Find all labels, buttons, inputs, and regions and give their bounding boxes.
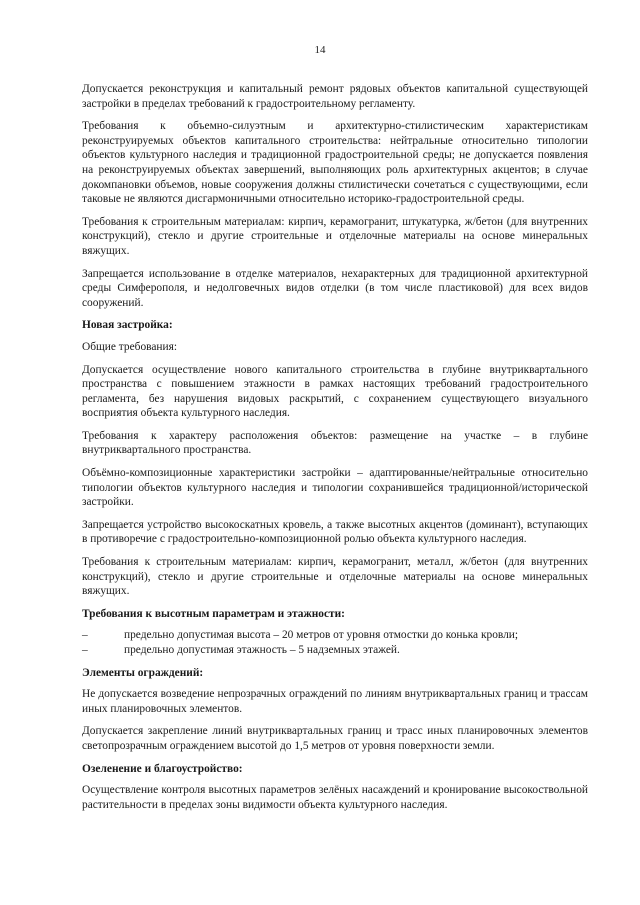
heading-fence-elements: Элементы ограждений: — [82, 666, 204, 679]
list-item — [82, 628, 588, 643]
paragraph-finishing-prohibition: Запрещается использование в отделке материалов, нехарактерных для традиционной архитектурной среды Симферополя, и недолговечных видов отделки (в том числе пластиковой) для всех видов сооружений. — [82, 267, 588, 309]
paragraph-placement-requirements: Требования к характеру расположения объектов: размещение на участке – в глубине внутриквартального пространства. — [82, 429, 588, 457]
paragraph-new-construction-allowed: Допускается осуществление нового капитального строительства в глубине внутриквартального пространства с повышением этажности в рамках настоящих требований градостроительного регламента, без нарушения видовых раскрытий, с сохранением существующего визуального восприятия объекта культурного наследия. — [82, 363, 588, 420]
paragraph-fence-allowed: Допускается закрепление линий внутриквартальных границ и трасс иных планировочных элементов светопрозрачным ограждением высотой до 1,5 метров от уровня поверхности земли. — [82, 725, 588, 752]
paragraph-silhouette-requirements: Требования к объемно-силуэтным и архитектурно-стилистическим характеристикам реконструируемых объектов капитального строительства: нейтральные относительно типологии объектов культурного наследия и традиционной градостроительной среды; не допускается появления на реконструируемых объектах завершений, выполняющих роль архитектурных акцентов; в случае докомпановки объемов, новые сооружения должны стилистически сочетаться с существующими, если таковые не являются дисгармоничными относительно историко-градостроительной среды. — [82, 120, 588, 206]
list-item-text: предельно допустимая высота – 20 метров от уровня отмостки до конька кровли; — [124, 629, 519, 642]
heading-height-requirements: Требования к высотным параметрам и этажности: — [82, 607, 345, 620]
paragraph-materials-reconstruction: Требования к строительным материалам: кирпич, керамогранит, штукатурка, ж/бетон (для внутренних конструкций), стекло и другие строительные и отделочные материалы на основе минеральных вяжущих. — [82, 215, 588, 257]
height-requirements-list — [82, 628, 588, 657]
paragraph-fence-prohibition: Не допускается возведение непрозрачных ограждений по линиям внутриквартальных границ и трассам иных планировочных элементов. — [82, 688, 588, 715]
paragraph-materials-new: Требования к строительным материалам: кирпич, керамогранит, металл, ж/бетон (для внутренних конструкций), стекло и другие строительные и отделочные материалы на основе минеральных вяжущих. — [82, 556, 588, 598]
dash-bullet: – — [82, 644, 88, 656]
list-item-text: предельно допустимая этажность – 5 надземных этажей. — [124, 644, 400, 656]
page-number: 14 — [314, 44, 326, 56]
heading-new-construction: Новая застройка: — [82, 319, 173, 332]
paragraph-landscaping-control: Осуществление контроля высотных параметров зелёных насаждений и кронирование высокоствольной растительности в пределах зоны видимости объекта культурного наследия. — [82, 784, 588, 811]
paragraph-general-requirements: Общие требования: — [82, 340, 178, 353]
paragraph-volume-composition: Объёмно-композиционные характеристики застройки – адаптированные/нейтральные относительно типологии объектов культурного наследия и типологии сохранившейся традиционной/исторической застройки. — [82, 467, 588, 509]
heading-landscaping: Озеленение и благоустройство: — [82, 762, 243, 775]
paragraph-roof-prohibition: Запрещается устройство высокоскатных кровель, а также высотных акцентов (доминант), вступающих в противоречие с градостроительно-композиционной ролью объекта культурного наследия. — [82, 518, 588, 546]
document-body — [82, 82, 588, 820]
paragraph-reconstruction: Допускается реконструкция и капитальный ремонт рядовых объектов капитальной существующей застройки в пределах требований к градостроительному регламенту. — [82, 83, 588, 110]
list-item — [82, 643, 588, 658]
dash-bullet: – — [82, 629, 88, 642]
